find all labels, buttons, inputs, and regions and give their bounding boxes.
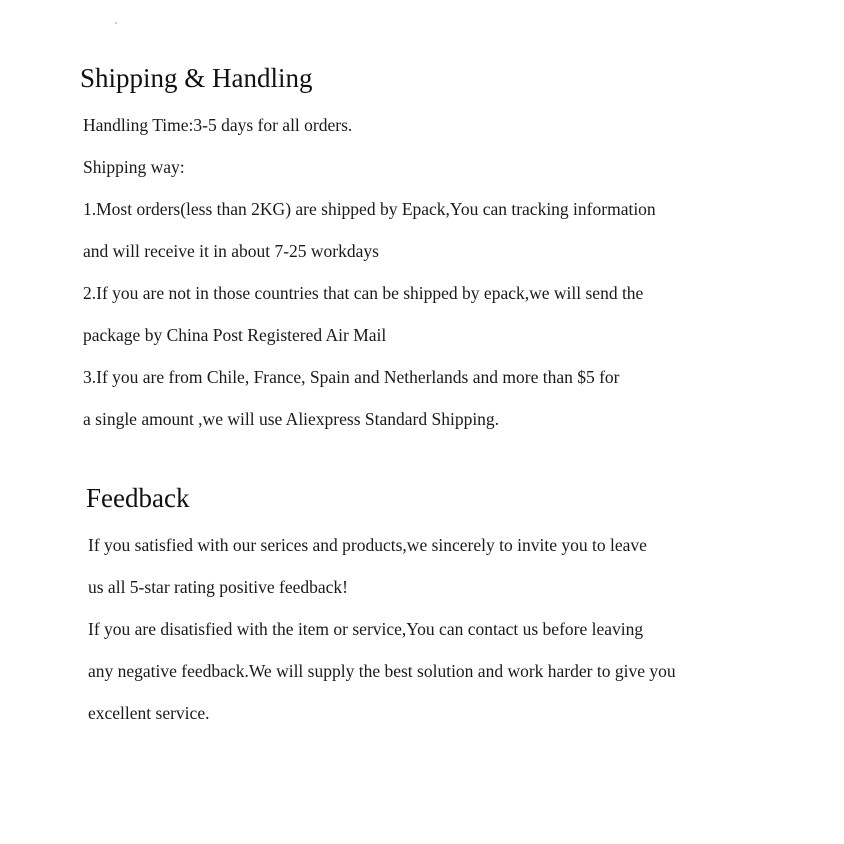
shipping-rule-2-line-1: 2.If you are not in those countries that can be shipped by epack,we will send the [83,283,644,303]
feedback-heading: Feedback [86,483,190,513]
feedback-text-line-2: us all 5-star rating positive feedback! [88,577,348,597]
handling-time-text: Handling Time:3-5 days for all orders. [83,115,353,135]
shipping-way-label: Shipping way: [83,157,185,177]
shipping-rule-1-line-1: 1.Most orders(less than 2KG) are shipped by Epack,You can tracking information [83,199,656,219]
feedback-text-line-5: excellent service. [88,703,210,723]
scan-speck [115,22,117,24]
feedback-text-line-3: If you are disatisfied with the item or service,You can contact us before leaving [88,619,644,639]
shipping-rule-1-line-2: and will receive it in about 7-25 workdays [83,241,379,261]
shipping-rule-3-line-1: 3.If you are from Chile, France, Spain and Netherlands and more than $5 for [83,367,620,387]
feedback-text-line-4: any negative feedback.We will supply the best solution and work harder to give you [88,661,676,681]
shipping-rule-3-line-2: a single amount ,we will use Aliexpress Standard Shipping. [83,409,500,429]
shipping-handling-heading: Shipping & Handling [80,63,313,93]
shipping-rule-2-line-2: package by China Post Registered Air Mail [83,325,387,345]
feedback-text-line-1: If you satisfied with our serices and products,we sincerely to invite you to leave [88,535,647,555]
